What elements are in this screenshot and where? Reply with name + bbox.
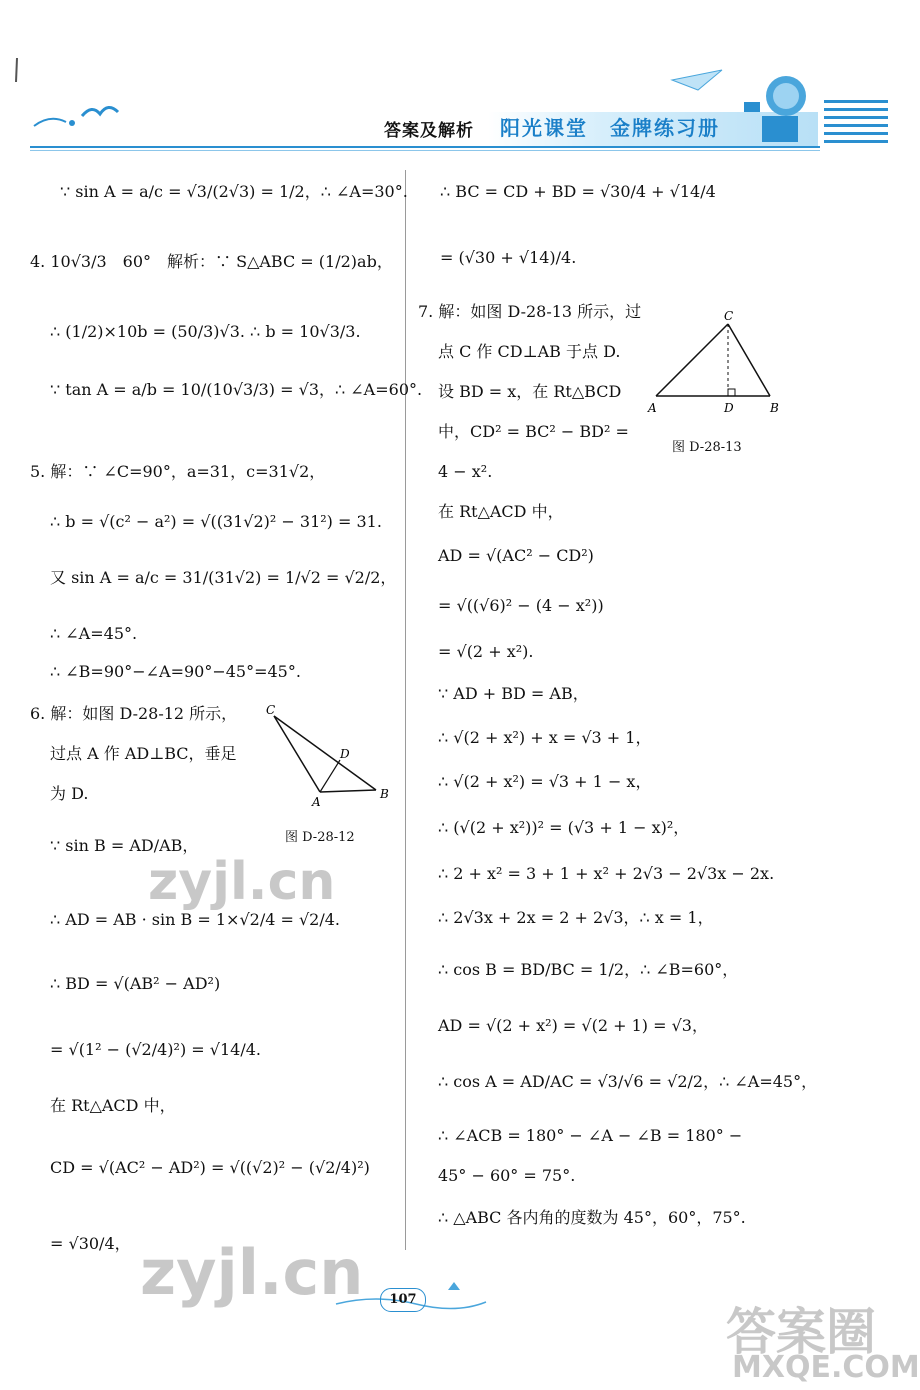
section-title: 答案及解析 [384, 121, 474, 141]
solution-line: ∵ sin A = a/c = √3/(2√3) = 1/2，∴ ∠A=30°. [60, 182, 408, 201]
solution-line: = √((√6)² − (4 − x²)) [438, 596, 604, 615]
vertex-label-b: B [380, 787, 389, 801]
solution-line: ∵ sin B = AD/AB， [50, 836, 199, 855]
watermark: MXQE.COM [732, 1350, 920, 1385]
solution-line: ∴ △ABC 各内角的度数为 45°，60°，75°. [438, 1208, 746, 1227]
boy-figure-icon [740, 72, 820, 144]
vertex-label-b: B [770, 401, 779, 415]
header-rule [30, 146, 820, 148]
solution-line: 在 Rt△ACD 中， [50, 1096, 176, 1115]
figure-caption-d2813: 图 D-28-13 [672, 440, 742, 455]
seagull-icon [30, 96, 130, 136]
solution-line: ∴ (√(2 + x²))² = (√3 + 1 − x)²， [438, 818, 690, 837]
solution-line: 过点 A 作 AD⊥BC，垂足 [50, 744, 237, 763]
solution-line: ∴ BC = CD + BD = √30/4 + √14/4 [440, 182, 716, 201]
solution-line: 4. 10√3/3 60° 解析：∵ S△ABC = (1/2)ab， [30, 252, 393, 271]
solution-line: = (√30 + √14)/4. [440, 248, 577, 267]
solution-line: ∴ √(2 + x²) = √3 + 1 − x， [438, 772, 652, 791]
vertex-label-c: C [266, 703, 276, 717]
vertex-label-d: D [724, 401, 734, 415]
vertex-label-d: D [340, 747, 350, 761]
solution-line: ∴ ∠B=90°−∠A=90°−45°=45°. [50, 662, 301, 681]
solution-line: = √(1² − (√2/4)²) = √14/4. [50, 1040, 261, 1059]
solution-line: ∴ b = √(c² − a²) = √((31√2)² − 31²) = 31. [50, 512, 382, 531]
page-number: 107 [380, 1288, 426, 1312]
solution-line: ∴ 2√3x + 2x = 2 + 2√3，∴ x = 1， [438, 908, 714, 927]
solution-line: 7. 解：如图 D-28-13 所示，过 [418, 302, 642, 321]
solution-line: CD = √(AC² − AD²) = √((√2)² − (√2/4)²) [50, 1158, 370, 1177]
solution-line: ∵ AD + BD = AB， [438, 684, 589, 703]
solution-line: 6. 解：如图 D-28-12 所示， [30, 704, 238, 723]
solution-line: ∴ ∠A=45°. [50, 624, 138, 643]
solution-line: = √30/4， [50, 1234, 131, 1253]
solution-line: AD = √(2 + x²) = √(2 + 1) = √3， [438, 1016, 708, 1035]
solution-line: ∴ AD = AB · sin B = 1×√2/4 = √2/4. [50, 910, 340, 929]
solution-line: 点 C 作 CD⊥AB 于点 D. [438, 342, 621, 361]
vertex-label-a: A [312, 795, 321, 809]
solution-line: 45° − 60° = 75°. [438, 1166, 576, 1185]
triangle-figure-d2812 [262, 700, 402, 812]
watermark: zyjl.cn [140, 1236, 364, 1309]
solution-line: 设 BD = x，在 Rt△BCD [438, 382, 622, 401]
solution-line: 又 sin A = a/c = 31/(31√2) = 1/√2 = √2/2， [50, 568, 397, 587]
figure-caption-d2812: 图 D-28-12 [285, 830, 355, 845]
solution-line: AD = √(AC² − CD²) [438, 546, 594, 565]
margin-mark-icon [12, 56, 22, 84]
vertex-label-c: C [724, 309, 734, 323]
solution-line: ∴ cos A = AD/AC = √3/√6 = √2/2，∴ ∠A=45°， [438, 1072, 818, 1091]
solution-line: ∴ √(2 + x²) + x = √3 + 1， [438, 728, 652, 747]
solution-line: ∴ (1/2)×10b = (50/3)√3. ∴ b = 10√3/3. [50, 322, 361, 341]
paper-plane-icon [668, 66, 728, 94]
column-divider [405, 170, 406, 1250]
solution-line: 中，CD² = BC² − BD² = [438, 422, 629, 441]
triangle-figure-d2813 [646, 306, 792, 418]
solution-line: ∴ 2 + x² = 3 + 1 + x² + 2√3 − 2√3x − 2x. [438, 864, 775, 883]
solution-line: = √(2 + x²). [438, 642, 534, 661]
header-rule-thin [30, 150, 820, 151]
solution-line: ∴ ∠ACB = 180° − ∠A − ∠B = 180° − [438, 1126, 743, 1145]
solution-line: 为 D. [50, 784, 89, 803]
solution-line: 5. 解：∵ ∠C=90°，a=31，c=31√2， [30, 462, 326, 481]
vertex-label-a: A [648, 401, 657, 415]
solution-line: ∴ cos B = BD/BC = 1/2，∴ ∠B=60°， [438, 960, 739, 979]
solution-line: ∵ tan A = a/b = 10/(10√3/3) = √3，∴ ∠A=60°. [50, 380, 423, 399]
header-stripes [824, 100, 888, 148]
watermark: zyjl.cn [148, 852, 336, 912]
solution-line: 4 − x². [438, 462, 493, 481]
solution-line: ∴ BD = √(AB² − AD²) [50, 974, 221, 993]
brand-title: 阳光课堂 金牌练习册 [500, 116, 720, 140]
solution-line: 在 Rt△ACD 中， [438, 502, 564, 521]
watermark: 答案圈 [726, 1303, 876, 1361]
